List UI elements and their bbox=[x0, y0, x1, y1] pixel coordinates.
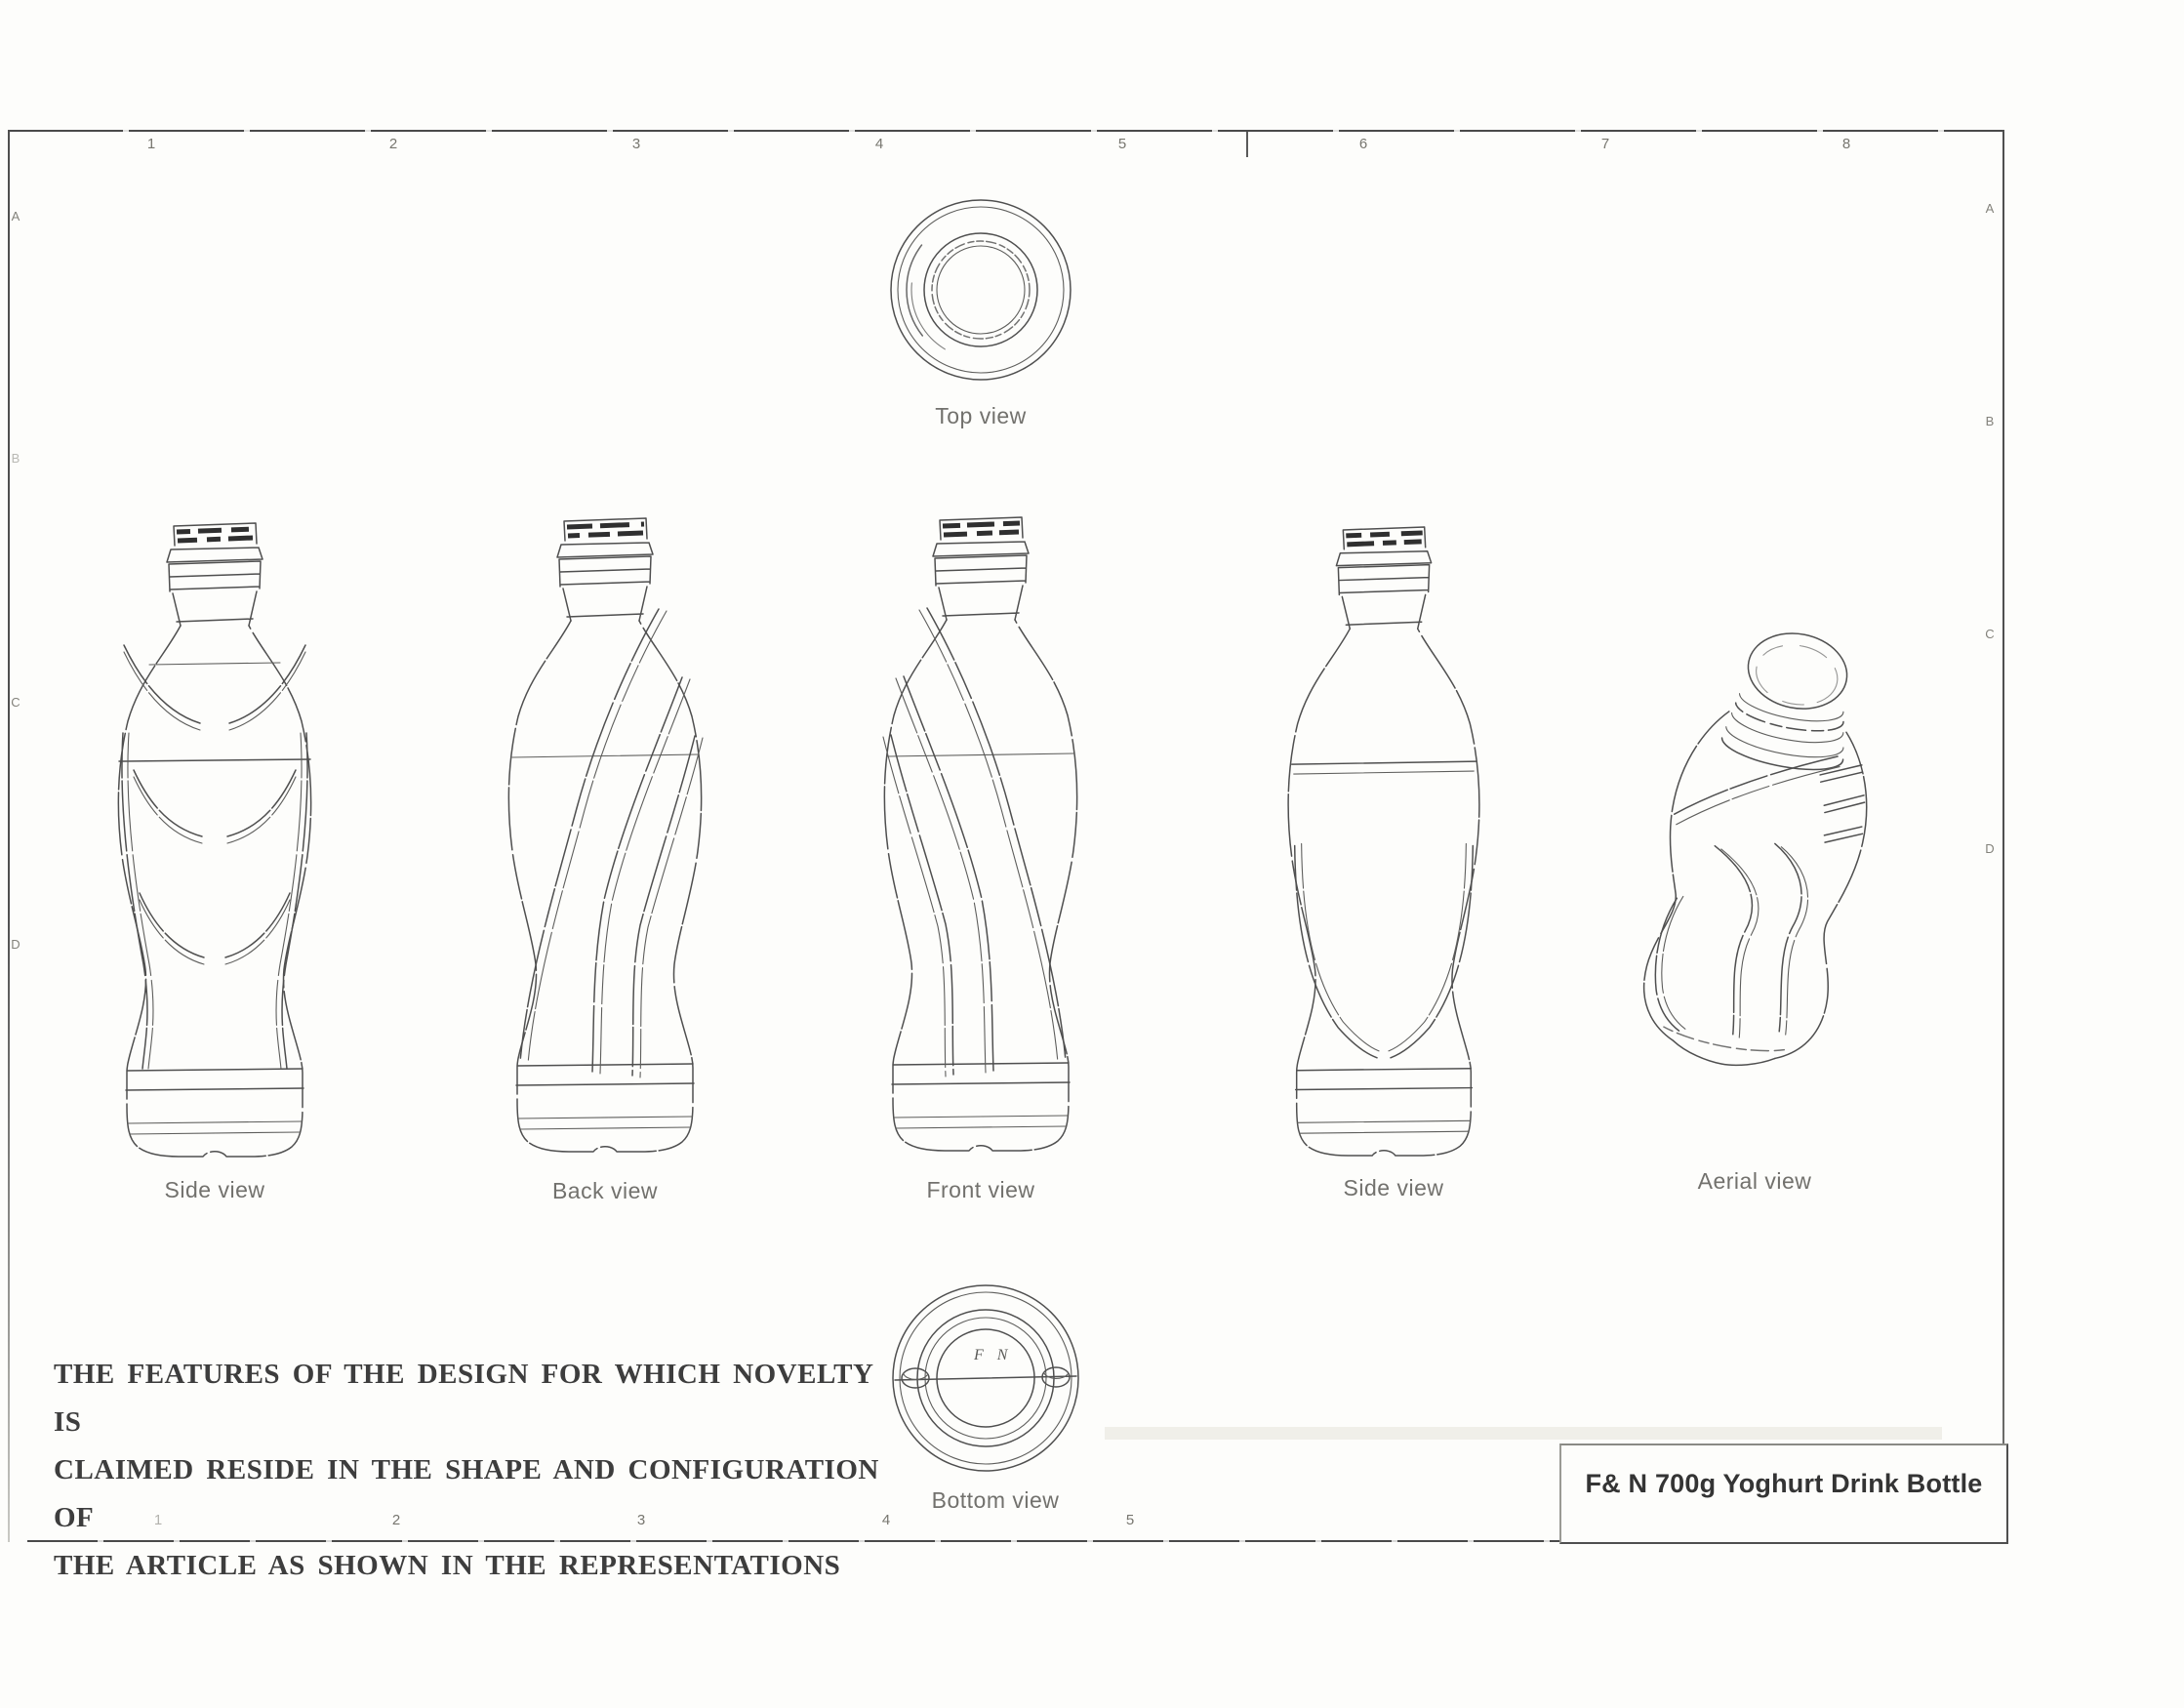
grid-number-bottom: 3 bbox=[636, 1512, 646, 1528]
side-view-right-drawing bbox=[1281, 524, 1486, 1159]
side-view-left-label: Side view bbox=[164, 1177, 265, 1202]
aerial-view-label: Aerial view bbox=[1697, 1168, 1812, 1194]
design-title: F& N 700g Yoghurt Drink Bottle bbox=[1585, 1469, 1983, 1498]
panel-lines bbox=[119, 663, 310, 1134]
grid-number-top: 8 bbox=[1841, 136, 1851, 152]
grid-number-top: 4 bbox=[874, 136, 884, 152]
bottle-outline bbox=[884, 620, 1076, 1151]
frame-border-top bbox=[8, 130, 2004, 132]
bottle-cap bbox=[1719, 623, 1865, 778]
bottom-view bbox=[883, 1276, 1088, 1485]
side-view-left-drawing bbox=[112, 520, 317, 1159]
fn-base-marking: F N bbox=[974, 1347, 1013, 1363]
bottle-outline bbox=[1288, 629, 1479, 1156]
novelty-statement-line: CLAIMED RESIDE IN THE SHAPE AND CONFIGURATION OF bbox=[54, 1454, 879, 1533]
side-view-left bbox=[112, 520, 317, 1164]
top-view bbox=[878, 187, 1083, 397]
side-view-right bbox=[1281, 524, 1486, 1163]
bottle-cap bbox=[1336, 527, 1431, 629]
bottle-cap bbox=[557, 518, 653, 621]
grid-number-bottom: 4 bbox=[881, 1512, 891, 1528]
bottle-cap bbox=[933, 517, 1029, 620]
panel-lines bbox=[512, 754, 698, 1129]
swirl-stripes bbox=[520, 609, 703, 1078]
grid-letter-left: B bbox=[11, 451, 20, 466]
front-view bbox=[878, 514, 1083, 1159]
grid-letter-right: D bbox=[1985, 841, 1995, 856]
back-view bbox=[503, 515, 708, 1159]
novelty-statement bbox=[54, 1351, 893, 1590]
front-view-drawing bbox=[878, 514, 1083, 1154]
bottom-view-label: Bottom view bbox=[931, 1487, 1060, 1513]
panel-lines bbox=[1292, 761, 1476, 1133]
swirl-stripes bbox=[1634, 728, 1876, 1058]
grid-number-bottom: 5 bbox=[1125, 1512, 1135, 1528]
aerial-view-drawing bbox=[1659, 623, 1864, 1072]
grid-number-bottom: 1 bbox=[153, 1512, 163, 1528]
swirl-ridges bbox=[122, 645, 307, 1069]
grid-number-bottom: 2 bbox=[391, 1512, 401, 1528]
aerial-view bbox=[1659, 623, 1864, 1077]
grid-number-top: 2 bbox=[388, 136, 398, 152]
grid-number-top: 3 bbox=[631, 136, 641, 152]
novelty-statement-line: THE FEATURES OF THE DESIGN FOR WHICH NOVELTY IS bbox=[54, 1359, 873, 1438]
bottle-cap bbox=[167, 523, 263, 626]
grid-letter-left: A bbox=[11, 209, 20, 224]
back-view-drawing bbox=[503, 515, 708, 1155]
top-view-drawing bbox=[878, 187, 1083, 392]
back-view-label: Back view bbox=[551, 1178, 659, 1203]
grid-letter-left: C bbox=[11, 695, 20, 710]
panel-lines bbox=[888, 753, 1073, 1128]
u-ridge bbox=[1295, 843, 1474, 1057]
front-view-label: Front view bbox=[926, 1177, 1035, 1202]
grid-letter-right: B bbox=[1985, 414, 1995, 428]
grid-letter-right: C bbox=[1985, 627, 1995, 641]
grid-letter-left: D bbox=[11, 937, 20, 952]
bottle-outline bbox=[118, 626, 310, 1157]
frame-border-right bbox=[2002, 130, 2004, 1542]
scan-smudge bbox=[1105, 1427, 1942, 1440]
title-block bbox=[1559, 1444, 2008, 1544]
top-view-label: Top view bbox=[935, 403, 1027, 428]
grid-number-top: 7 bbox=[1600, 136, 1610, 152]
novelty-statement-line: THE ARTICLE AS SHOWN IN THE REPRESENTATIONS bbox=[54, 1550, 841, 1581]
grid-number-top: 5 bbox=[1117, 136, 1127, 152]
side-view-right-label: Side view bbox=[1343, 1175, 1444, 1200]
frame-tick bbox=[1246, 132, 1248, 157]
grid-number-top: 1 bbox=[146, 136, 156, 152]
grid-letter-right: A bbox=[1985, 201, 1995, 216]
frame-border-left bbox=[8, 130, 10, 1542]
bottle-outline bbox=[508, 621, 701, 1152]
bottom-view-drawing bbox=[883, 1276, 1088, 1481]
grid-number-top: 6 bbox=[1358, 136, 1368, 152]
